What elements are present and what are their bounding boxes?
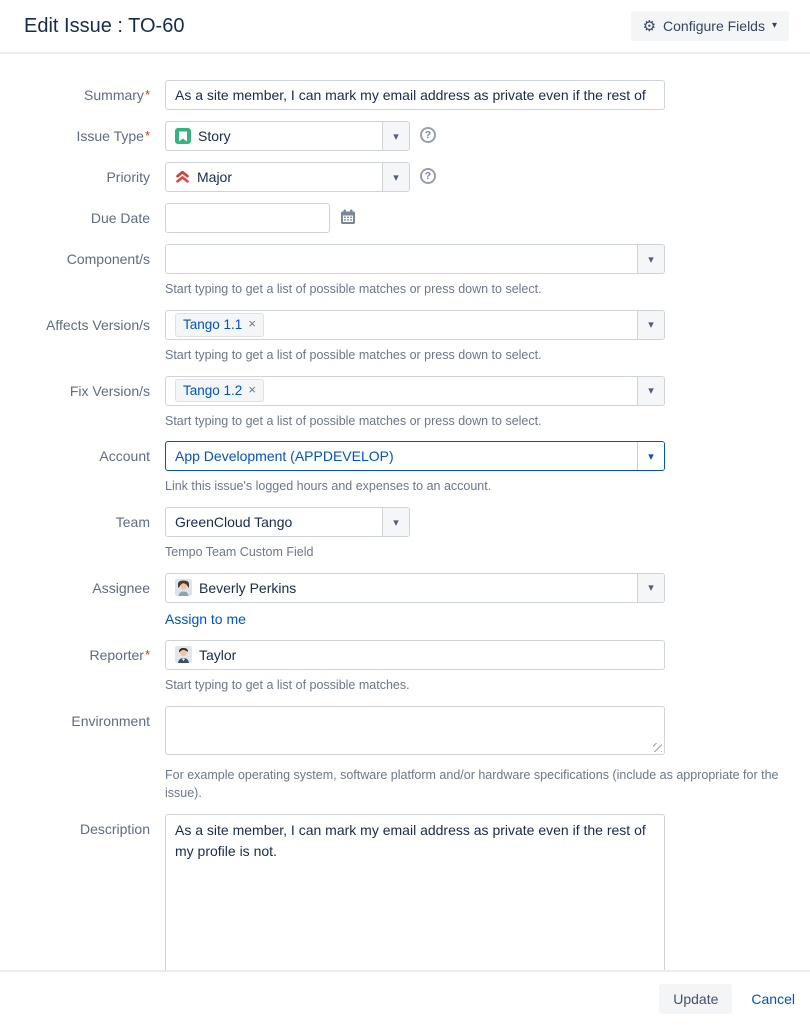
assignee-row [0, 573, 810, 629]
help-icon[interactable]: ? [420, 127, 436, 143]
issue-type-dropdown-button[interactable] [382, 122, 409, 150]
due-date-label: Due Date [90, 210, 150, 226]
components-picker[interactable] [165, 244, 665, 274]
account-row [0, 441, 810, 496]
chevron-down-icon: ▾ [648, 582, 654, 595]
fix-versions-row [0, 376, 810, 431]
priority-value: Major [197, 169, 233, 185]
chevron-down-icon: ▾ [648, 253, 654, 266]
required-marker: * [144, 87, 150, 102]
chevron-down-icon: ▾ [648, 319, 654, 332]
reporter-avatar [175, 646, 192, 663]
account-select[interactable] [165, 441, 665, 471]
remove-tag-icon[interactable]: × [248, 316, 256, 332]
priority-label: Priority [106, 169, 150, 185]
version-tag[interactable] [175, 379, 264, 403]
environment-textarea[interactable] [165, 706, 665, 755]
summary-label: Summary* [84, 87, 150, 103]
chevron-down-icon: ▾ [393, 516, 399, 529]
dialog-header [0, 0, 810, 54]
environment-row [0, 706, 810, 804]
reporter-helper: Start typing to get a list of possible matches. [165, 677, 410, 692]
chevron-down-icon: ▾ [393, 171, 399, 184]
account-helper: Link this issue's logged hours and expenses to an account. [165, 479, 492, 494]
story-icon [175, 128, 191, 144]
components-label: Component/s [66, 251, 150, 267]
required-marker: * [144, 646, 150, 662]
due-date-input[interactable] [165, 203, 330, 233]
fix-versions-picker[interactable] [165, 376, 665, 406]
assignee-avatar [175, 579, 192, 596]
components-helper: Start typing to get a list of possible matches or press down to select. [165, 282, 542, 296]
chevron-down-icon: ▾ [648, 385, 654, 397]
configure-fields-label: Configure Fields [663, 18, 765, 34]
summary-input[interactable] [165, 80, 665, 110]
environment-label: Environment [71, 712, 150, 729]
version-tag[interactable] [175, 313, 264, 337]
configure-fields-button[interactable] [631, 11, 789, 41]
fix-versions-dropdown-button[interactable] [637, 377, 664, 405]
components-dropdown-button[interactable] [637, 245, 664, 273]
issue-type-value: Story [198, 128, 231, 144]
reporter-input[interactable] [165, 640, 665, 670]
affects-versions-dropdown-button[interactable] [637, 311, 664, 339]
team-row [0, 507, 810, 562]
reporter-value: Taylor [199, 646, 237, 663]
components-value [166, 245, 637, 273]
fix-versions-helper: Start typing to get a list of possible matches or press down to select. [165, 413, 542, 428]
team-label: Team [115, 514, 150, 530]
assignee-label: Assignee [92, 579, 150, 596]
affects-versions-helper: Start typing to get a list of possible matches or press down to select. [165, 347, 542, 362]
summary-row [0, 80, 810, 110]
affects-versions-picker[interactable] [165, 310, 665, 340]
account-dropdown-button[interactable] [637, 442, 664, 470]
edit-issue-form [0, 54, 810, 970]
team-dropdown-button[interactable] [382, 508, 409, 536]
help-icon[interactable]: ? [420, 168, 436, 184]
calendar-icon[interactable] [339, 208, 357, 233]
page-title: Edit Issue : TO-60 [24, 14, 185, 37]
assignee-select[interactable] [165, 573, 665, 603]
affects-versions-row [0, 310, 810, 365]
environment-helper: For example operating system, software platform and/or hardware specifications (include as appropriate for the issue). [165, 767, 779, 801]
dialog-footer [0, 970, 810, 1028]
description-textarea[interactable] [165, 814, 665, 970]
required-marker: * [144, 128, 150, 143]
issue-type-select[interactable] [165, 121, 410, 151]
priority-row [0, 162, 810, 192]
cancel-link[interactable]: Cancel [751, 991, 795, 1007]
priority-select[interactable] [165, 162, 410, 192]
components-row [0, 244, 810, 299]
assignee-value: Beverly Perkins [199, 579, 297, 596]
priority-major-icon [175, 169, 190, 185]
affects-versions-label: Affects Version/s [45, 316, 150, 333]
priority-dropdown-button[interactable] [382, 163, 409, 191]
account-label: Account [99, 448, 150, 465]
resize-grip[interactable] [653, 743, 662, 752]
description-row [0, 814, 810, 970]
issue-type-row [0, 121, 810, 151]
assignee-dropdown-button[interactable] [637, 574, 664, 602]
issue-type-label: Issue Type* [76, 128, 150, 144]
team-value: GreenCloud Tango [175, 514, 293, 530]
chevron-down-icon: ▾ [771, 20, 777, 31]
version-tag-label: Tango 1.1 [183, 316, 243, 332]
update-button[interactable]: Update [659, 984, 732, 1014]
due-date-row [0, 203, 810, 233]
team-helper: Tempo Team Custom Field [165, 545, 314, 559]
fix-versions-label: Fix Version/s [69, 382, 150, 399]
version-tag-label: Tango 1.2 [183, 382, 243, 398]
chevron-down-icon: ▾ [648, 450, 654, 463]
team-select[interactable] [165, 507, 410, 537]
reporter-row [0, 640, 810, 695]
gear-icon: ⚙ [642, 17, 657, 35]
description-label: Description [79, 821, 150, 837]
remove-tag-icon[interactable]: × [248, 382, 256, 398]
chevron-down-icon: ▾ [393, 130, 399, 143]
account-value: App Development (APPDEVELOP) [175, 448, 394, 465]
reporter-label: Reporter* [89, 646, 150, 663]
assign-to-me-link[interactable]: Assign to me [165, 610, 246, 627]
